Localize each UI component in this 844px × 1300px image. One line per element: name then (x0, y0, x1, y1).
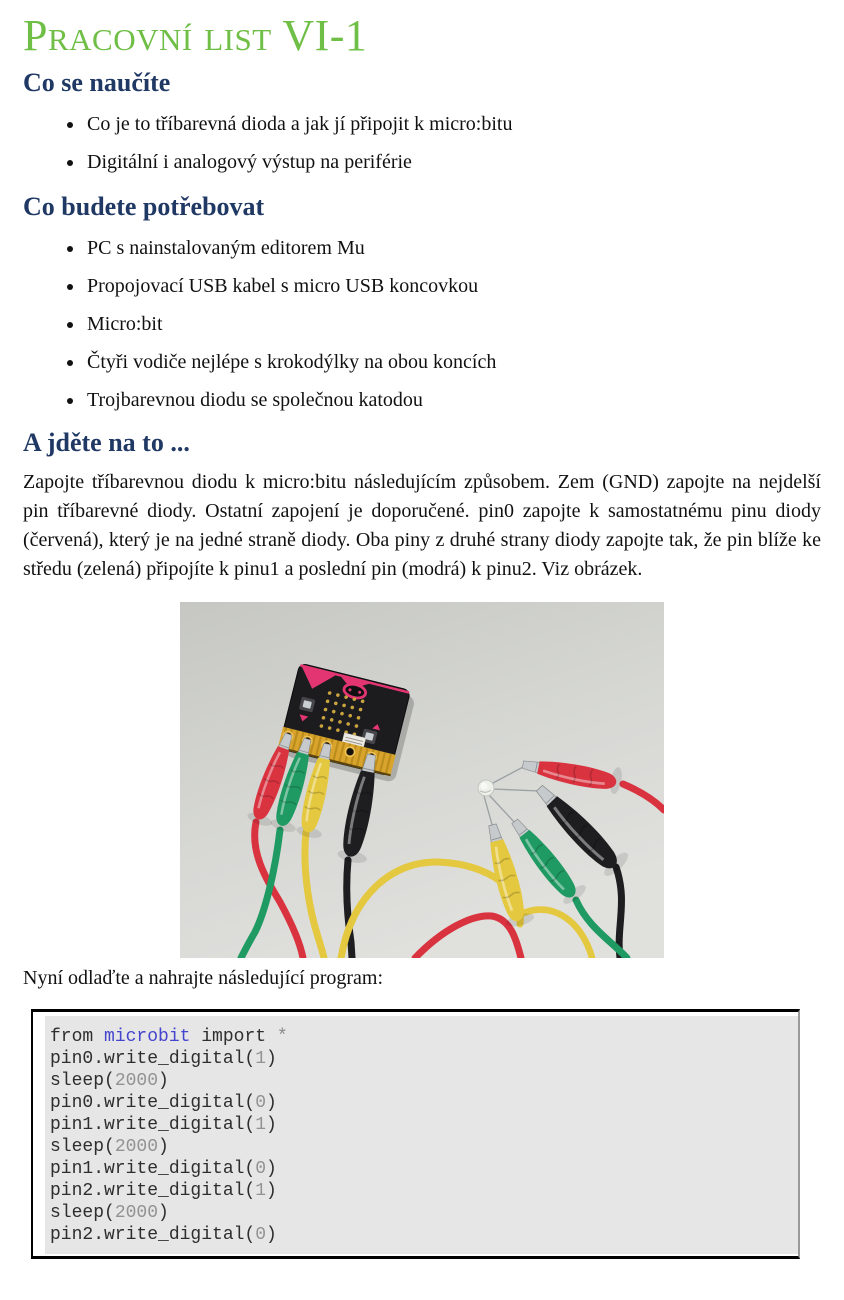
note-text: Nyní odlaďte a nahrajte následující program: (23, 967, 384, 989)
code-line: pin2.write_digital(0) (50, 1225, 277, 1245)
code-line: sleep(2000) (50, 1203, 169, 1223)
heading-go: A jděte na to ... (23, 428, 190, 457)
code-block (31, 1009, 800, 1259)
instructions-paragraph: Zapojte tříbarevnou diodu k micro:bitu následujícím způsobem. Zem (GND) zapojte na nejdelší pin tříbarevné diody. Ostatní zapojení je doporučené. pin0 zapojte k samostatnému pinu diody (červená), který je na jedné straně diody. Oba piny z druhé strany diody zapojte tak, že pin blíže ke středu (zelená) připojíte k pinu1 a poslední pin (modrá) k pinu2. Viz obrázek. (23, 471, 821, 580)
list-need (23, 236, 821, 412)
list-item: • Co je to tříbarevná dioda a jak jí připojit k micro:bitu (85, 112, 821, 136)
document-body (0, 11, 844, 1259)
code-line: pin2.write_digital(1) (50, 1181, 277, 1201)
code-block-text (45, 1016, 798, 1254)
code-line: pin0.write_digital(1) (50, 1049, 277, 1069)
code-line: sleep(2000) (50, 1137, 169, 1157)
list-item: • Čtyři vodiče nejlépe s krokodýlky na obou koncích (85, 350, 821, 374)
code-line: pin1.write_digital(0) (50, 1159, 277, 1179)
list-item: • PC s nainstalovaným editorem Mu (85, 236, 821, 260)
heading-learn: Co se naučíte (23, 68, 171, 97)
list-item: • Propojovací USB kabel s micro USB koncovkou (85, 274, 821, 298)
list-item: • Digitální i analogový výstup na periférie (85, 150, 821, 174)
list-item: • Micro:bit (85, 312, 821, 336)
code-line: pin0.write_digital(0) (50, 1093, 277, 1113)
photo-microbit-led (180, 602, 664, 958)
rgb-led (478, 780, 494, 796)
photo-svg (180, 602, 664, 958)
page-title: Pracovní list VI-1 (23, 11, 368, 60)
worksheet-page (0, 11, 844, 1300)
list-learn (23, 112, 821, 174)
code-line: from microbit import * (50, 1027, 288, 1047)
heading-need: Co budete potřebovat (23, 192, 265, 221)
led-bulb-core (481, 783, 488, 790)
code-line: sleep(2000) (50, 1071, 169, 1091)
code-line: pin1.write_digital(1) (50, 1115, 277, 1135)
list-item: • Trojbarevnou diodu se společnou katodou (85, 388, 821, 412)
